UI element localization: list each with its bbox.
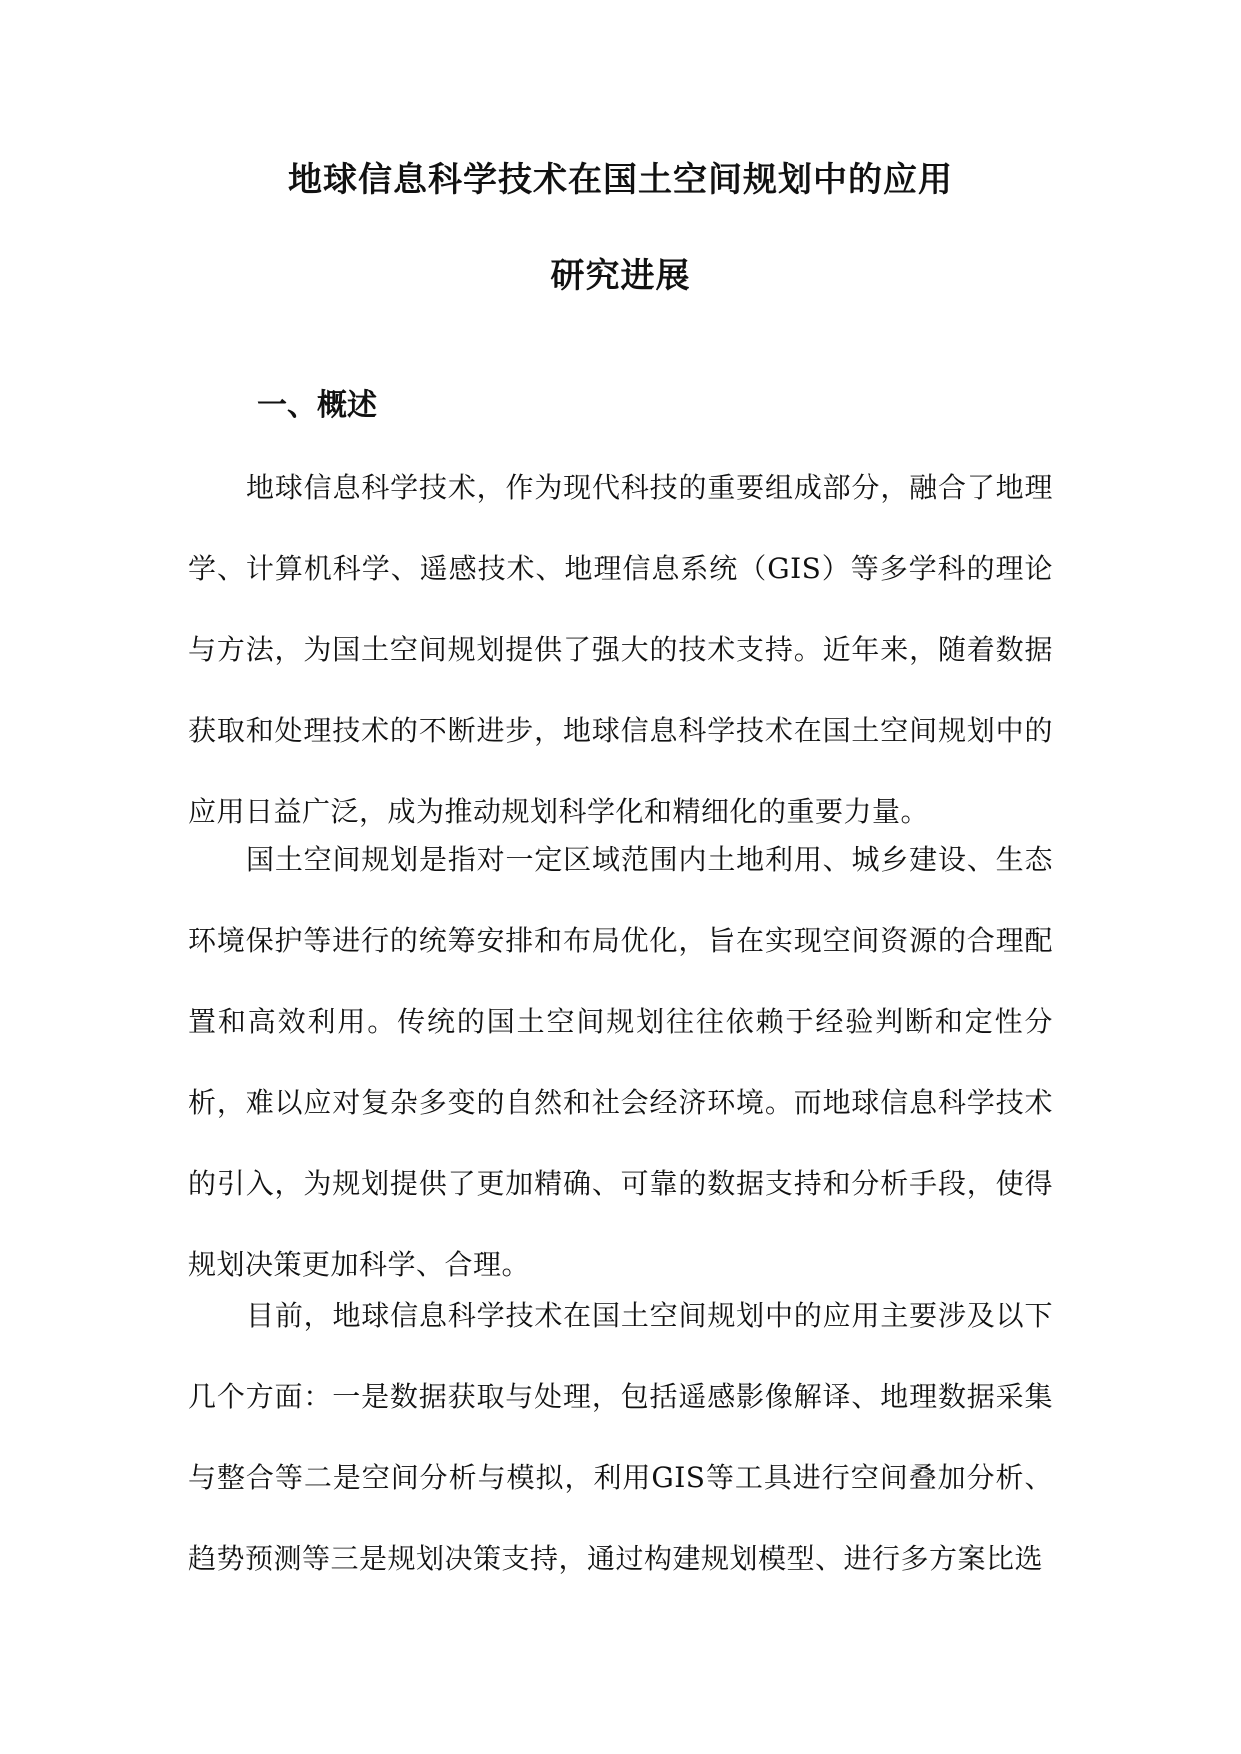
paragraph-1: 地球信息科学技术，作为现代科技的重要组成部分，融合了地理学、计算机科学、遥感技术、地理信息系统（GIS）等多学科的理论与方法，为国土空间规划提供了强大的技术支持。近年来，随着数据获取和处理技术的不断进步，地球信息科学技术在国土空间规划中的应用日益广泛，成为推动规划科学化和精细化的重要力量。 xyxy=(188,471,1053,828)
paragraph-3: 目前，地球信息科学技术在国土空间规划中的应用主要涉及以下几个方面：一是数据获取与处理，包括遥感影像解译、地理数据采集与整合等二是空间分析与模拟，利用GIS等工具进行空间叠加分析、趋势预测等三是规划决策支持，通过构建规划模型、进行多方案比选 xyxy=(188,1299,1053,1575)
section-heading: 一、概述 xyxy=(257,388,377,423)
document-title-line-1: 地球信息科学技术在国土空间规划中的应用 xyxy=(288,160,953,200)
paragraph-2: 国土空间规划是指对一定区域范围内土地利用、城乡建设、生态环境保护等进行的统筹安排和布局优化，旨在实现空间资源的合理配置和高效利用。传统的国土空间规划往往依赖于经验判断和定性分析，难以应对复杂多变的自然和社会经济环境。而地球信息科学技术的引入，为规划提供了更加精确、可靠的数据支持和分析手段，使得规划决策更加科学、合理。 xyxy=(188,843,1053,1281)
document-title-line-2: 研究进展 xyxy=(550,256,691,296)
